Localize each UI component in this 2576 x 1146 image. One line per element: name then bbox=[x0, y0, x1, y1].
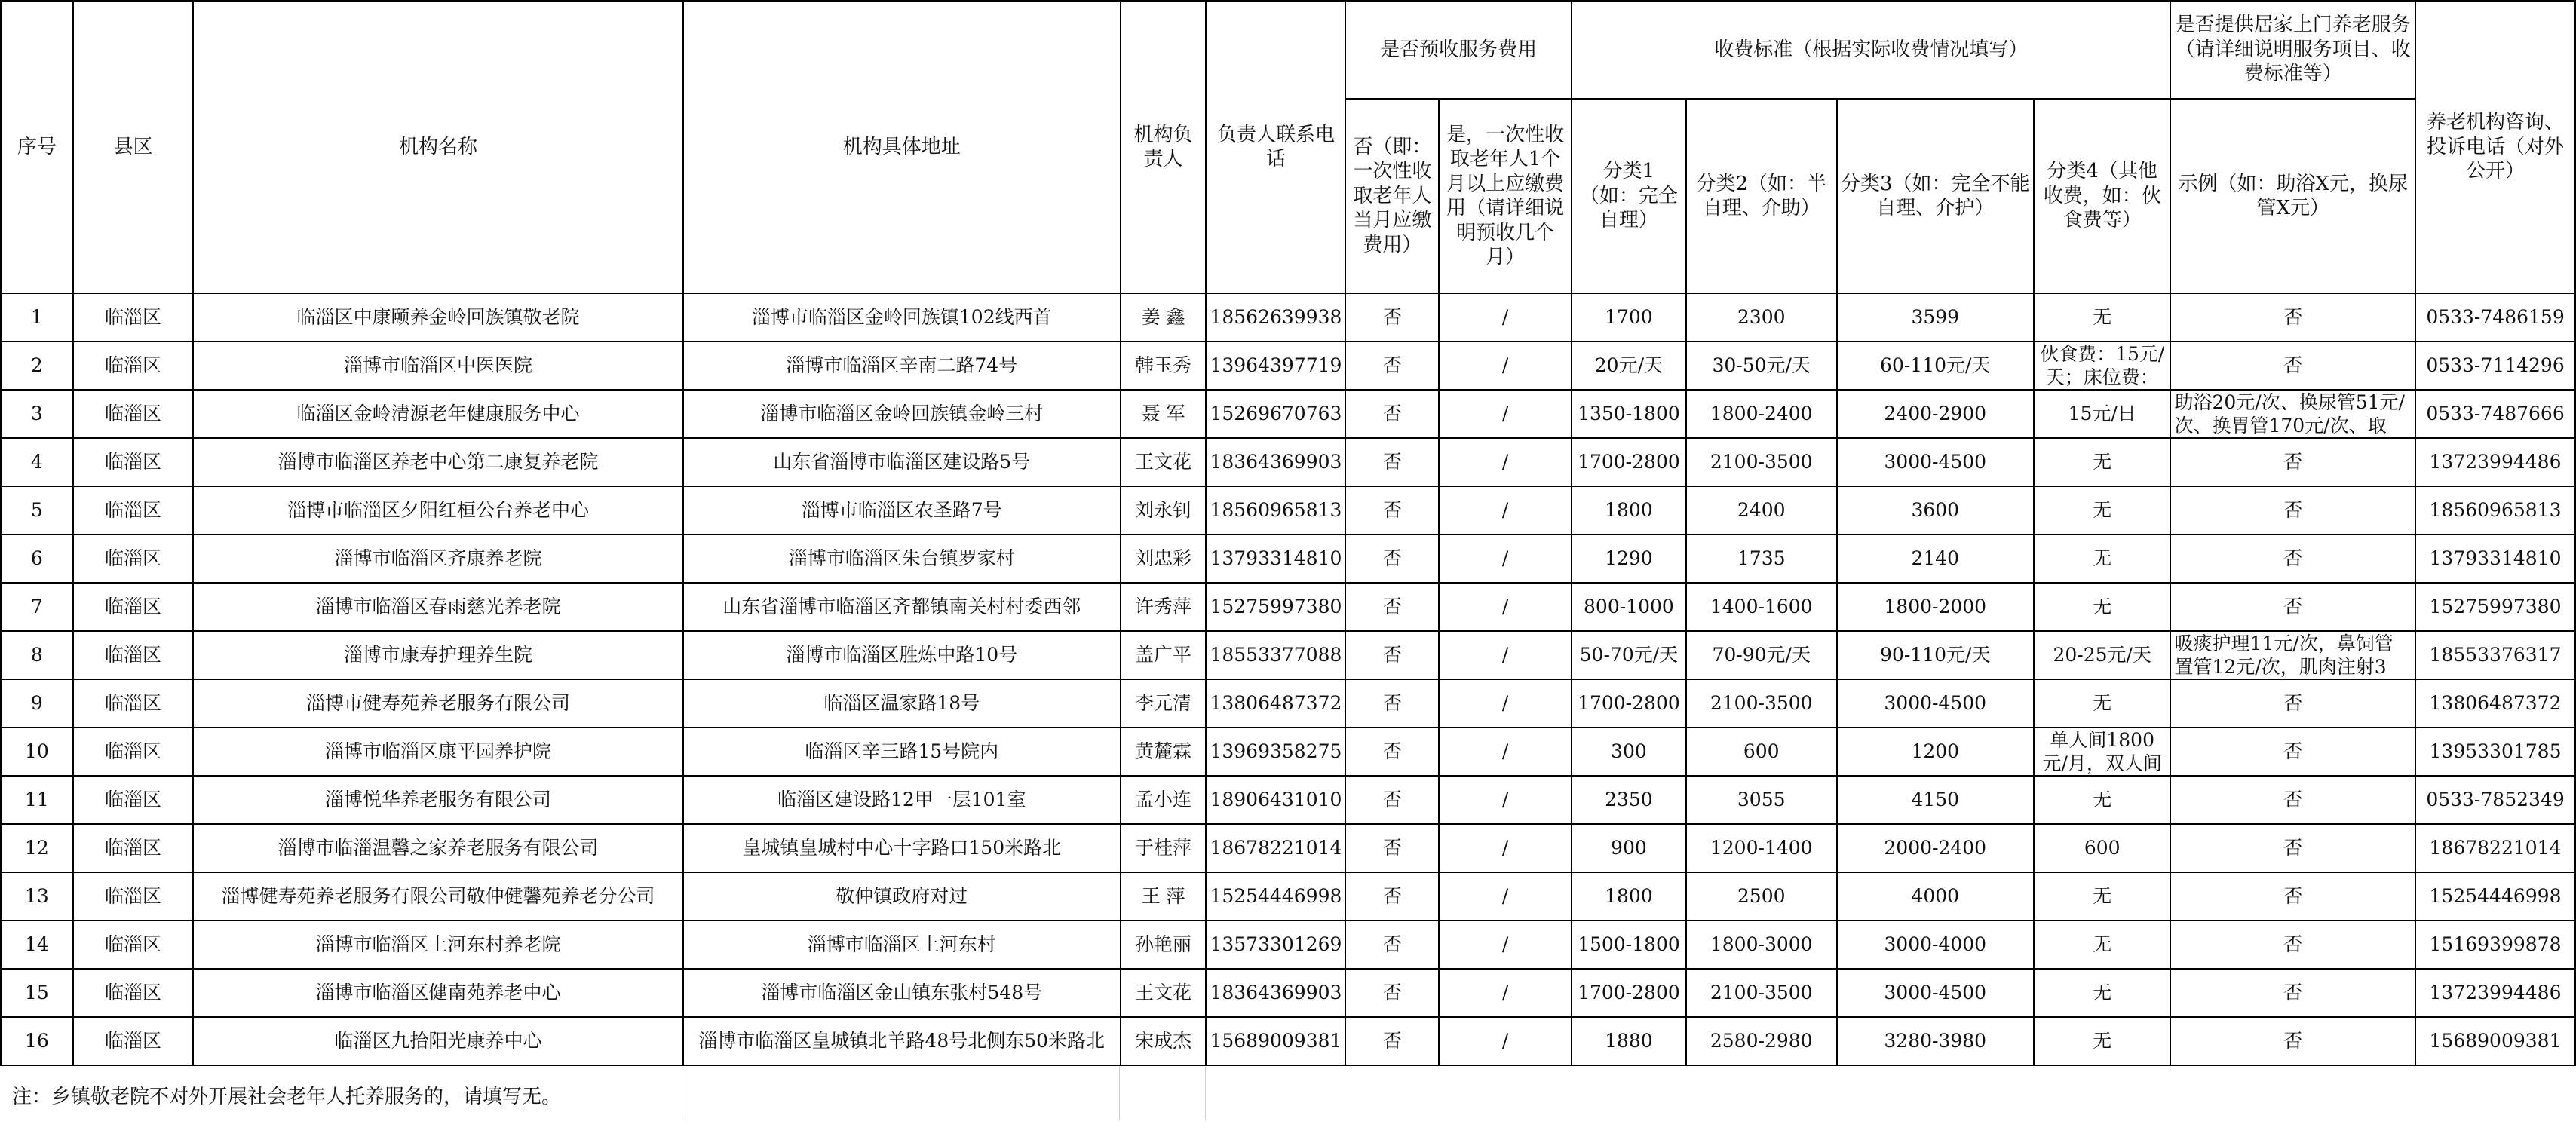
cell-text: 伙食费：15元/天；床位费： bbox=[2040, 342, 2165, 388]
cell-prepay-yes: / bbox=[1439, 631, 1572, 679]
cell-fee2: 1800-2400 bbox=[1686, 390, 1837, 438]
cell-home bbox=[2170, 631, 2415, 679]
cell-prepay-no: 否 bbox=[1345, 631, 1439, 679]
table-row bbox=[1, 1017, 2575, 1065]
cell-phone: 18553377088 bbox=[1206, 631, 1345, 679]
cell-home: 否 bbox=[2170, 1017, 2415, 1065]
cell-no: 2 bbox=[1, 342, 73, 390]
cell-name: 临淄区金岭清源老年健康服务中心 bbox=[193, 390, 683, 438]
cell-fee2: 600 bbox=[1686, 728, 1837, 776]
cell-complaint: 18678221014 bbox=[2415, 824, 2575, 872]
cell-fee2: 1400-1600 bbox=[1686, 583, 1837, 631]
cell-fee2: 2300 bbox=[1686, 293, 1837, 342]
cell-fee3: 60-110元/天 bbox=[1837, 342, 2034, 390]
cell-prepay-no: 否 bbox=[1345, 728, 1439, 776]
cell-fee1: 1700-2800 bbox=[1572, 969, 1686, 1017]
cell-person: 王文花 bbox=[1121, 969, 1207, 1017]
cell-person: 韩玉秀 bbox=[1121, 342, 1207, 390]
cell-fee4 bbox=[2034, 631, 2171, 679]
cell-no: 6 bbox=[1, 535, 73, 583]
cell-phone: 13964397719 bbox=[1206, 342, 1345, 390]
cell-person: 刘忠彩 bbox=[1121, 535, 1207, 583]
cell-county: 临淄区 bbox=[73, 728, 194, 776]
table-row bbox=[1, 679, 2575, 728]
cell-prepay-yes: / bbox=[1439, 293, 1572, 342]
header-home-group: 是否提供居家上门养老服务（请详细说明服务项目、收费标准等） bbox=[2170, 1, 2415, 99]
header-complaint: 养老机构咨询、投诉电话（对外公开） bbox=[2415, 1, 2575, 293]
table-row bbox=[1, 728, 2575, 776]
cell-prepay-yes: / bbox=[1439, 535, 1572, 583]
cell-phone: 15275997380 bbox=[1206, 583, 1345, 631]
cell-fee1: 1700 bbox=[1572, 293, 1686, 342]
cell-name: 淄博市临淄区夕阳红桓公台养老中心 bbox=[193, 486, 683, 535]
cell-fee4: 无 bbox=[2034, 679, 2171, 728]
cell-fee4: 600 bbox=[2034, 824, 2171, 872]
cell-home: 否 bbox=[2170, 824, 2415, 872]
cell-home: 否 bbox=[2170, 728, 2415, 776]
cell-complaint: 18560965813 bbox=[2415, 486, 2575, 535]
cell-name: 临淄区九拾阳光康养中心 bbox=[193, 1017, 683, 1065]
header-home-example: 示例（如：助浴X元，换尿管X元） bbox=[2170, 99, 2415, 293]
cell-name: 淄博市临淄区健南苑养老中心 bbox=[193, 969, 683, 1017]
cell-complaint: 0533-7852349 bbox=[2415, 776, 2575, 824]
cell-text: 吸痰护理11元/次，鼻饲管置管12元/次，肌肉注射3 bbox=[2174, 633, 2394, 679]
cell-person: 孟小连 bbox=[1121, 776, 1207, 824]
cell-prepay-yes: / bbox=[1439, 438, 1572, 486]
cell-fee3: 2400-2900 bbox=[1837, 390, 2034, 438]
cell-fee1: 800-1000 bbox=[1572, 583, 1686, 631]
cell-fee3: 3000-4500 bbox=[1837, 679, 2034, 728]
cell-fee4: 无 bbox=[2034, 583, 2171, 631]
cell-fee1: 1700-2800 bbox=[1572, 438, 1686, 486]
cell-phone: 13573301269 bbox=[1206, 921, 1345, 969]
cell-county: 临淄区 bbox=[73, 631, 194, 679]
cell-county: 临淄区 bbox=[73, 438, 194, 486]
cell-prepay-yes: / bbox=[1439, 776, 1572, 824]
cell-county: 临淄区 bbox=[73, 342, 194, 390]
cell-prepay-no: 否 bbox=[1345, 390, 1439, 438]
cell-home: 否 bbox=[2170, 535, 2415, 583]
cell-person: 姜 鑫 bbox=[1121, 293, 1207, 342]
cell-name: 淄博市临淄区上河东村养老院 bbox=[193, 921, 683, 969]
header-address: 机构具体地址 bbox=[683, 1, 1121, 293]
cell-no: 5 bbox=[1, 486, 73, 535]
cell-address: 临淄区建设路12甲一层101室 bbox=[683, 776, 1121, 824]
cell-address: 山东省淄博市临淄区齐都镇南关村村委西邻 bbox=[683, 583, 1121, 631]
header-row-1 bbox=[1, 1, 2575, 99]
cell-fee2: 3055 bbox=[1686, 776, 1837, 824]
cell-complaint: 0533-7114296 bbox=[2415, 342, 2575, 390]
cell-fee3: 2140 bbox=[1837, 535, 2034, 583]
cell-prepay-no: 否 bbox=[1345, 679, 1439, 728]
cell-fee4 bbox=[2034, 728, 2171, 776]
table-row bbox=[1, 390, 2575, 438]
cell-fee4: 无 bbox=[2034, 776, 2171, 824]
cell-fee1: 1800 bbox=[1572, 872, 1686, 921]
cell-no: 11 bbox=[1, 776, 73, 824]
cell-prepay-yes: / bbox=[1439, 969, 1572, 1017]
cell-fee4: 无 bbox=[2034, 535, 2171, 583]
cell-fee3: 2000-2400 bbox=[1837, 824, 2034, 872]
table-row bbox=[1, 583, 2575, 631]
cell-complaint: 13793314810 bbox=[2415, 535, 2575, 583]
cell-complaint: 13723994486 bbox=[2415, 969, 2575, 1017]
cell-prepay-no: 否 bbox=[1345, 969, 1439, 1017]
cell-person: 许秀萍 bbox=[1121, 583, 1207, 631]
cell-prepay-no: 否 bbox=[1345, 293, 1439, 342]
cell-name: 淄博市健寿苑养老服务有限公司 bbox=[193, 679, 683, 728]
cell-text: 助浴20元/次、换尿管51元/次、换胃管170元/次、取 bbox=[2174, 391, 2405, 437]
cell-address: 淄博市临淄区金岭回族镇金岭三村 bbox=[683, 390, 1121, 438]
cell-address: 皇城镇皇城村中心十字路口150米路北 bbox=[683, 824, 1121, 872]
cell-phone: 18906431010 bbox=[1206, 776, 1345, 824]
cell-fee2: 2100-3500 bbox=[1686, 969, 1837, 1017]
cell-prepay-yes: / bbox=[1439, 728, 1572, 776]
cell-fee2: 2580-2980 bbox=[1686, 1017, 1837, 1065]
cell-fee1: 300 bbox=[1572, 728, 1686, 776]
header-person: 机构负责人 bbox=[1121, 1, 1207, 293]
cell-fee2: 2500 bbox=[1686, 872, 1837, 921]
cell-address: 淄博市临淄区辛南二路74号 bbox=[683, 342, 1121, 390]
cell-fee3: 3000-4500 bbox=[1837, 438, 2034, 486]
header-fee1: 分类1（如：完全自理） bbox=[1572, 99, 1686, 293]
cell-person: 王 萍 bbox=[1121, 872, 1207, 921]
cell-no: 10 bbox=[1, 728, 73, 776]
cell-address: 淄博市临淄区上河东村 bbox=[683, 921, 1121, 969]
cell-fee2: 2100-3500 bbox=[1686, 438, 1837, 486]
header-county: 县区 bbox=[73, 1, 194, 293]
cell-county: 临淄区 bbox=[73, 1017, 194, 1065]
cell-fee3: 90-110元/天 bbox=[1837, 631, 2034, 679]
cell-address: 淄博市临淄区金岭回族镇102线西首 bbox=[683, 293, 1121, 342]
cell-fee3: 3000-4500 bbox=[1837, 969, 2034, 1017]
cell-person: 盖广平 bbox=[1121, 631, 1207, 679]
table-row bbox=[1, 293, 2575, 342]
cell-no: 3 bbox=[1, 390, 73, 438]
cell-person: 于桂萍 bbox=[1121, 824, 1207, 872]
cell-fee4: 无 bbox=[2034, 438, 2171, 486]
cell-name: 临淄区中康颐养金岭回族镇敬老院 bbox=[193, 293, 683, 342]
cell-prepay-yes: / bbox=[1439, 342, 1572, 390]
cell-fee1: 1290 bbox=[1572, 535, 1686, 583]
cell-prepay-yes: / bbox=[1439, 390, 1572, 438]
cell-fee3: 4000 bbox=[1837, 872, 2034, 921]
table-row bbox=[1, 342, 2575, 390]
cell-fee4: 无 bbox=[2034, 921, 2171, 969]
table-row bbox=[1, 969, 2575, 1017]
table-row bbox=[1, 776, 2575, 824]
cell-no: 13 bbox=[1, 872, 73, 921]
cell-no: 12 bbox=[1, 824, 73, 872]
cell-prepay-yes: / bbox=[1439, 872, 1572, 921]
cell-prepay-no: 否 bbox=[1345, 486, 1439, 535]
cell-fee1: 900 bbox=[1572, 824, 1686, 872]
cell-fee2: 2400 bbox=[1686, 486, 1837, 535]
cell-fee2: 2100-3500 bbox=[1686, 679, 1837, 728]
cell-name: 淄博市临淄区中医医院 bbox=[193, 342, 683, 390]
cell-home: 否 bbox=[2170, 293, 2415, 342]
cell-fee4: 无 bbox=[2034, 969, 2171, 1017]
table-row bbox=[1, 872, 2575, 921]
cell-fee1: 1800 bbox=[1572, 486, 1686, 535]
cell-fee3: 1200 bbox=[1837, 728, 2034, 776]
cell-prepay-no: 否 bbox=[1345, 583, 1439, 631]
cell-phone: 13969358275 bbox=[1206, 728, 1345, 776]
cell-fee1: 20元/天 bbox=[1572, 342, 1686, 390]
cell-person: 刘永钊 bbox=[1121, 486, 1207, 535]
cell-name: 淄博市临淄区养老中心第二康复养老院 bbox=[193, 438, 683, 486]
cell-phone: 15689009381 bbox=[1206, 1017, 1345, 1065]
cell-complaint: 15254446998 bbox=[2415, 872, 2575, 921]
cell-person: 孙艳丽 bbox=[1121, 921, 1207, 969]
cell-address: 淄博市临淄区金山镇东张村548号 bbox=[683, 969, 1121, 1017]
cell-address: 淄博市临淄区胜炼中路10号 bbox=[683, 631, 1121, 679]
cell-county: 临淄区 bbox=[73, 921, 194, 969]
cell-county: 临淄区 bbox=[73, 486, 194, 535]
cell-person: 宋成杰 bbox=[1121, 1017, 1207, 1065]
cell-name: 淄博市临淄区康平园养护院 bbox=[193, 728, 683, 776]
cell-home: 否 bbox=[2170, 583, 2415, 631]
cell-fee1: 1880 bbox=[1572, 1017, 1686, 1065]
header-prepay-no: 否（即：一次性收取老年人当月应缴费用） bbox=[1345, 99, 1439, 293]
cell-no: 9 bbox=[1, 679, 73, 728]
table-row bbox=[1, 486, 2575, 535]
cell-phone: 13793314810 bbox=[1206, 535, 1345, 583]
cell-home: 否 bbox=[2170, 921, 2415, 969]
cell-home: 否 bbox=[2170, 342, 2415, 390]
cell-home: 否 bbox=[2170, 776, 2415, 824]
cell-text: 单人间1800元/月，双人间 bbox=[2042, 728, 2162, 774]
cell-prepay-yes: / bbox=[1439, 583, 1572, 631]
cell-phone: 18560965813 bbox=[1206, 486, 1345, 535]
header-fee-group: 收费标准（根据实际收费情况填写） bbox=[1572, 1, 2171, 99]
cell-no: 8 bbox=[1, 631, 73, 679]
cell-prepay-no: 否 bbox=[1345, 824, 1439, 872]
cell-no: 16 bbox=[1, 1017, 73, 1065]
cell-address: 淄博市临淄区皇城镇北羊路48号北侧东50米路北 bbox=[683, 1017, 1121, 1065]
cell-prepay-yes: / bbox=[1439, 1017, 1572, 1065]
cell-prepay-no: 否 bbox=[1345, 342, 1439, 390]
cell-name: 淄博悦华养老服务有限公司 bbox=[193, 776, 683, 824]
header-no: 序号 bbox=[1, 1, 73, 293]
table-row bbox=[1, 921, 2575, 969]
cell-fee3: 3280-3980 bbox=[1837, 1017, 2034, 1065]
cell-complaint: 0533-7487666 bbox=[2415, 390, 2575, 438]
cell-prepay-no: 否 bbox=[1345, 1017, 1439, 1065]
cell-complaint: 15169399878 bbox=[2415, 921, 2575, 969]
cell-county: 临淄区 bbox=[73, 390, 194, 438]
header-phone: 负责人联系电话 bbox=[1206, 1, 1345, 293]
header-prepay-yes: 是，一次性收取老年人1个月以上应缴费用（请详细说明预收几个月） bbox=[1439, 99, 1572, 293]
header-fee2: 分类2（如：半自理、介助） bbox=[1686, 99, 1837, 293]
cell-fee2: 1735 bbox=[1686, 535, 1837, 583]
cell-text: 20-25元/天 bbox=[2053, 644, 2151, 666]
table-row bbox=[1, 631, 2575, 679]
cell-prepay-no: 否 bbox=[1345, 921, 1439, 969]
cell-person: 王文花 bbox=[1121, 438, 1207, 486]
table-row bbox=[1, 535, 2575, 583]
cell-prepay-no: 否 bbox=[1345, 872, 1439, 921]
cell-fee1: 2350 bbox=[1572, 776, 1686, 824]
cell-phone: 18562639938 bbox=[1206, 293, 1345, 342]
cell-county: 临淄区 bbox=[73, 679, 194, 728]
cell-complaint: 15689009381 bbox=[2415, 1017, 2575, 1065]
cell-no: 1 bbox=[1, 293, 73, 342]
cell-home: 否 bbox=[2170, 872, 2415, 921]
cell-phone: 13806487372 bbox=[1206, 679, 1345, 728]
cell-phone: 18364369903 bbox=[1206, 438, 1345, 486]
cell-prepay-no: 否 bbox=[1345, 535, 1439, 583]
cell-person: 黄麓霖 bbox=[1121, 728, 1207, 776]
cell-person: 聂 军 bbox=[1121, 390, 1207, 438]
cell-name: 淄博市康寿护理养生院 bbox=[193, 631, 683, 679]
cell-home: 否 bbox=[2170, 679, 2415, 728]
cell-address: 山东省淄博市临淄区建设路5号 bbox=[683, 438, 1121, 486]
cell-home: 否 bbox=[2170, 486, 2415, 535]
cell-fee2: 1200-1400 bbox=[1686, 824, 1837, 872]
cell-prepay-yes: / bbox=[1439, 824, 1572, 872]
cell-name: 淄博市临淄温馨之家养老服务有限公司 bbox=[193, 824, 683, 872]
cell-complaint: 13953301785 bbox=[2415, 728, 2575, 776]
header-name: 机构名称 bbox=[193, 1, 683, 293]
cell-name: 淄博健寿苑养老服务有限公司敬仲健馨苑养老分公司 bbox=[193, 872, 683, 921]
cell-address: 淄博市临淄区农圣路7号 bbox=[683, 486, 1121, 535]
cell-county: 临淄区 bbox=[73, 293, 194, 342]
cell-phone: 15254446998 bbox=[1206, 872, 1345, 921]
cell-no: 4 bbox=[1, 438, 73, 486]
cell-fee1: 1350-1800 bbox=[1572, 390, 1686, 438]
table-row bbox=[1, 824, 2575, 872]
cell-phone: 15269670763 bbox=[1206, 390, 1345, 438]
cell-county: 临淄区 bbox=[73, 776, 194, 824]
cell-home: 否 bbox=[2170, 438, 2415, 486]
cell-fee2: 70-90元/天 bbox=[1686, 631, 1837, 679]
header-fee4: 分类4（其他收费，如：伙食费等） bbox=[2034, 99, 2171, 293]
cell-complaint: 13806487372 bbox=[2415, 679, 2575, 728]
cell-county: 临淄区 bbox=[73, 583, 194, 631]
cell-address: 敬仲镇政府对过 bbox=[683, 872, 1121, 921]
header-prepay-group: 是否预收服务费用 bbox=[1345, 1, 1572, 99]
cell-fee3: 1800-2000 bbox=[1837, 583, 2034, 631]
cell-name: 淄博市临淄区春雨慈光养老院 bbox=[193, 583, 683, 631]
cell-fee3: 3600 bbox=[1837, 486, 2034, 535]
cell-fee1: 1500-1800 bbox=[1572, 921, 1686, 969]
empty-grid-area bbox=[682, 1066, 2576, 1120]
cell-county: 临淄区 bbox=[73, 824, 194, 872]
cell-fee2: 30-50元/天 bbox=[1686, 342, 1837, 390]
cell-prepay-yes: / bbox=[1439, 679, 1572, 728]
cell-no: 7 bbox=[1, 583, 73, 631]
cell-address: 临淄区温家路18号 bbox=[683, 679, 1121, 728]
cell-complaint: 0533-7486159 bbox=[2415, 293, 2575, 342]
note-line bbox=[0, 1066, 2576, 1120]
cell-complaint: 15275997380 bbox=[2415, 583, 2575, 631]
cell-phone: 18678221014 bbox=[1206, 824, 1345, 872]
cell-fee1: 50-70元/天 bbox=[1572, 631, 1686, 679]
note-text: 注：乡镇敬老院不对外开展社会老年人托养服务的，请填写无。 bbox=[12, 1086, 562, 1108]
cell-fee2: 1800-3000 bbox=[1686, 921, 1837, 969]
cell-address: 淄博市临淄区朱台镇罗家村 bbox=[683, 535, 1121, 583]
cell-complaint: 18553376317 bbox=[2415, 631, 2575, 679]
cell-prepay-yes: / bbox=[1439, 486, 1572, 535]
cell-prepay-yes: / bbox=[1439, 921, 1572, 969]
cell-address: 临淄区辛三路15号院内 bbox=[683, 728, 1121, 776]
cell-fee1: 1700-2800 bbox=[1572, 679, 1686, 728]
cell-fee3: 3000-4000 bbox=[1837, 921, 2034, 969]
cell-phone: 18364369903 bbox=[1206, 969, 1345, 1017]
cell-fee3: 4150 bbox=[1837, 776, 2034, 824]
cell-person: 李元清 bbox=[1121, 679, 1207, 728]
cell-fee4: 15元/日 bbox=[2034, 390, 2171, 438]
cell-fee4 bbox=[2034, 342, 2171, 390]
cell-prepay-no: 否 bbox=[1345, 438, 1439, 486]
cell-no: 15 bbox=[1, 969, 73, 1017]
cell-fee4: 无 bbox=[2034, 1017, 2171, 1065]
cell-fee4: 无 bbox=[2034, 872, 2171, 921]
cell-complaint: 13723994486 bbox=[2415, 438, 2575, 486]
cell-county: 临淄区 bbox=[73, 872, 194, 921]
cell-county: 临淄区 bbox=[73, 535, 194, 583]
cell-prepay-no: 否 bbox=[1345, 776, 1439, 824]
header-fee3: 分类3（如：完全不能自理、介护） bbox=[1837, 99, 2034, 293]
cell-fee3: 3599 bbox=[1837, 293, 2034, 342]
cell-fee4: 无 bbox=[2034, 293, 2171, 342]
cell-county: 临淄区 bbox=[73, 969, 194, 1017]
cell-home: 否 bbox=[2170, 969, 2415, 1017]
cell-no: 14 bbox=[1, 921, 73, 969]
table-row bbox=[1, 438, 2575, 486]
cell-home bbox=[2170, 390, 2415, 438]
cell-fee4: 无 bbox=[2034, 486, 2171, 535]
cell-name: 淄博市临淄区齐康养老院 bbox=[193, 535, 683, 583]
